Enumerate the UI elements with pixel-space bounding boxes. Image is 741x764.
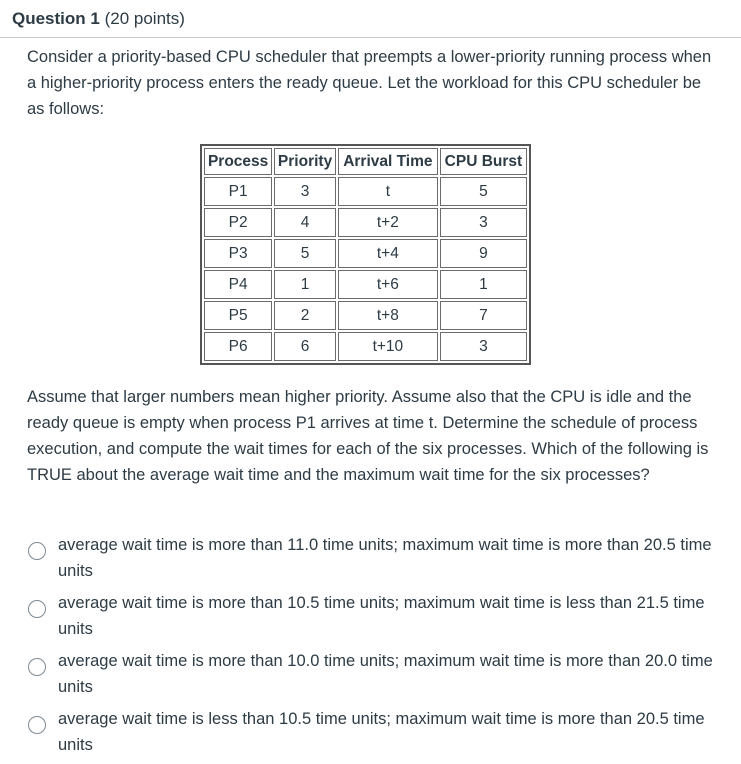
cell-arrival-time: t+8 xyxy=(338,301,438,330)
header-cpu-burst: CPU Burst xyxy=(440,148,527,175)
cell-cpu-burst: 3 xyxy=(440,332,527,361)
workload-table xyxy=(202,146,529,363)
cell-priority: 5 xyxy=(274,239,336,268)
cell-priority: 1 xyxy=(274,270,336,299)
cell-cpu-burst: 9 xyxy=(440,239,527,268)
cell-cpu-burst: 7 xyxy=(440,301,527,330)
cell-cpu-burst: 3 xyxy=(440,208,527,237)
answer-options xyxy=(26,532,726,764)
cell-arrival-time: t+2 xyxy=(338,208,438,237)
question-body: Assume that larger numbers mean higher priority. Assume also that the CPU is idle and the ready queue is empty when process P1 arrives at time t. Determine the schedule of process execution, and compute the wait times for each of the six processes. Which of the following is TRUE about the average wait time and the maximum wait time for the six processes? xyxy=(27,388,709,484)
cell-process: P2 xyxy=(204,208,272,237)
header-priority: Priority xyxy=(274,148,336,175)
table-row xyxy=(204,208,527,237)
cell-priority: 4 xyxy=(274,208,336,237)
cell-priority: 6 xyxy=(274,332,336,361)
question-intro: Consider a priority-based CPU scheduler that preempts a lower-priority running process when a higher-priority process enters the ready queue. Let the workload for this CPU scheduler be as follows: xyxy=(27,48,712,118)
cell-arrival-time: t+4 xyxy=(338,239,438,268)
cell-cpu-burst: 1 xyxy=(440,270,527,299)
table-row xyxy=(204,270,527,299)
cell-process: P5 xyxy=(204,301,272,330)
answer-option-label[interactable]: average wait time is more than 10.5 time units; maximum wait time is less than 21.5 time units xyxy=(58,594,705,638)
question-name: Question 1 xyxy=(12,9,100,28)
cell-priority: 2 xyxy=(274,301,336,330)
cell-priority: 3 xyxy=(274,177,336,206)
answer-option-1[interactable] xyxy=(26,532,726,590)
table-row xyxy=(204,301,527,330)
answer-option-label[interactable]: average wait time is more than 10.0 time units; maximum wait time is more than 20.0 time units xyxy=(58,652,713,696)
cell-cpu-burst: 5 xyxy=(440,177,527,206)
question-header xyxy=(0,0,741,38)
answer-option-4[interactable] xyxy=(26,706,726,764)
table-header-row xyxy=(204,148,527,175)
header-process: Process xyxy=(204,148,272,175)
answer-option-label[interactable]: average wait time is more than 11.0 time units; maximum wait time is more than 20.5 time units xyxy=(58,536,712,580)
radio-button[interactable] xyxy=(28,658,46,676)
question-title xyxy=(12,9,185,29)
table-row xyxy=(204,239,527,268)
cell-arrival-time: t xyxy=(338,177,438,206)
cell-process: P4 xyxy=(204,270,272,299)
answer-option-2[interactable] xyxy=(26,590,726,648)
header-arrival-time: Arrival Time xyxy=(338,148,438,175)
radio-button[interactable] xyxy=(28,600,46,618)
answer-option-3[interactable] xyxy=(26,648,726,706)
table-row xyxy=(204,177,527,206)
radio-button[interactable] xyxy=(28,542,46,560)
cell-process: P1 xyxy=(204,177,272,206)
radio-button[interactable] xyxy=(28,716,46,734)
answer-option-label[interactable]: average wait time is less than 10.5 time units; maximum wait time is more than 20.5 time units xyxy=(58,710,705,754)
cell-process: P6 xyxy=(204,332,272,361)
table-row xyxy=(204,332,527,361)
question-points: (20 points) xyxy=(104,9,185,28)
workload-table-container xyxy=(200,144,531,365)
cell-process: P3 xyxy=(204,239,272,268)
cell-arrival-time: t+6 xyxy=(338,270,438,299)
cell-arrival-time: t+10 xyxy=(338,332,438,361)
